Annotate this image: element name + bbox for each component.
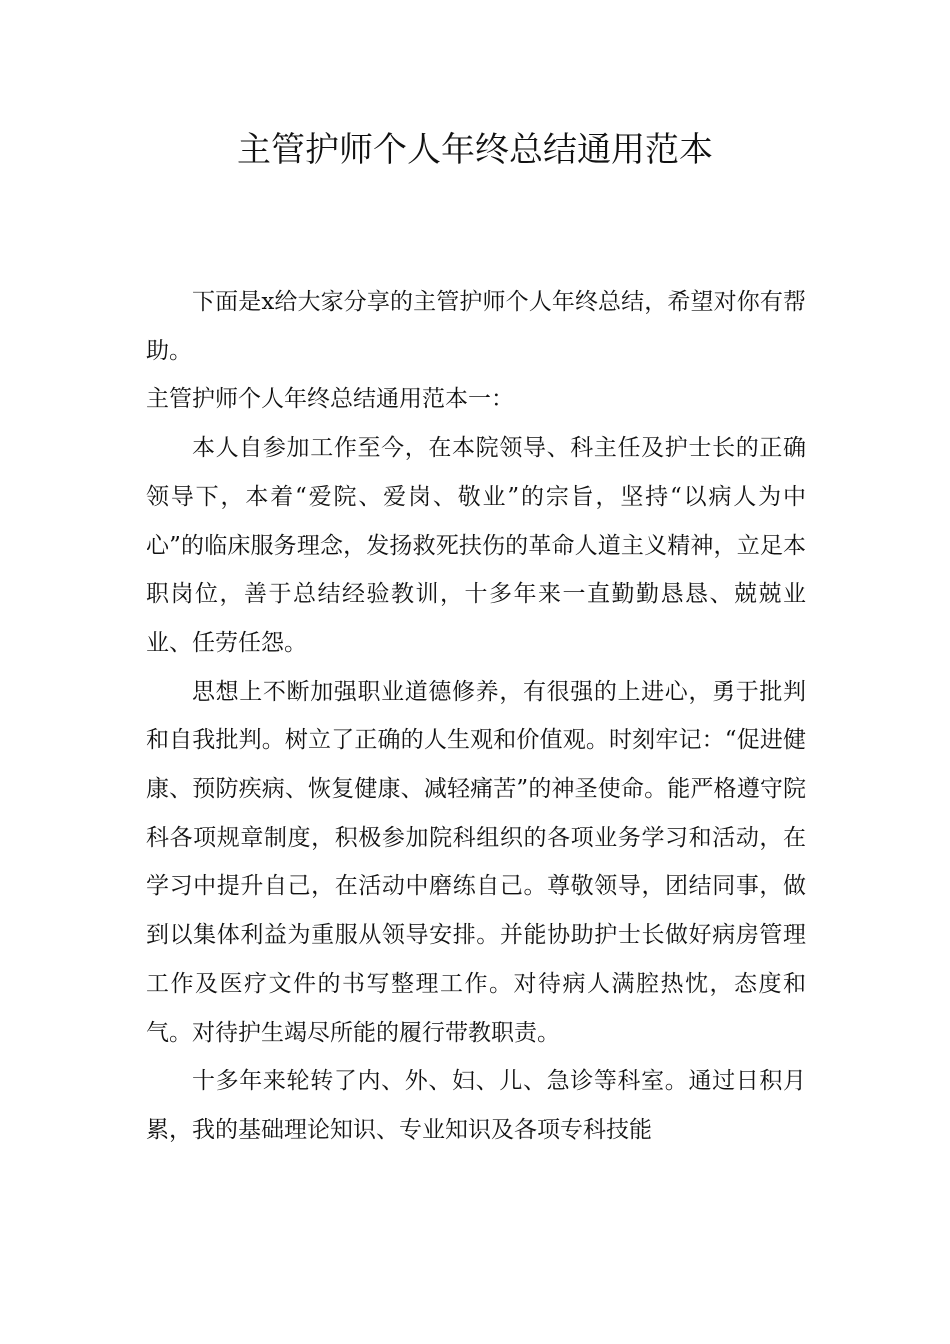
body-paragraph-2: 思想上不断加强职业道德修养，有很强的上进心，勇于批判和自我批判。树立了正确的人生观和价值观。时刻牢记：“促进健康、预防疾病、恢复健康、减轻痛苦”的神圣使命。能严格遵守院科各项规章制度，积极参加院科组织的各项业务学习和活动，在学习中提升自己，在活动中磨练自己。尊敬领导，团结同事，做到以集体利益为重服从领导安排。并能协助护士长做好病房管理工作及医疗文件的书写整理工作。对待病人满腔热忱，态度和气。对待护生竭尽所能的履行带教职责。 — [146, 678, 806, 1046]
document-body — [146, 278, 806, 1155]
body-paragraph-3: 十多年来轮转了内、外、妇、儿、急诊等科室。通过日积月累，我的基础理论知识、专业知识及各项专科技能 — [146, 1068, 806, 1143]
intro-paragraph: 下面是x给大家分享的主管护师个人年终总结，希望对你有帮助。 — [146, 289, 806, 364]
document-title: 主管护师个人年终总结通用范本 — [237, 130, 713, 170]
body-paragraph-1: 本人自参加工作至今，在本院领导、科主任及护士长的正确领导下，本着“爱院、爱岗、敬业”的宗旨，坚持“以病人为中心”的临床服务理念，发扬救死扶伤的革命人道主义精神，立足本职岗位，善于总结经验教训，十多年来一直勤勤恳恳、兢兢业业、任劳任怨。 — [146, 435, 806, 656]
section-heading: 主管护师个人年终总结通用范本一： — [146, 386, 514, 413]
